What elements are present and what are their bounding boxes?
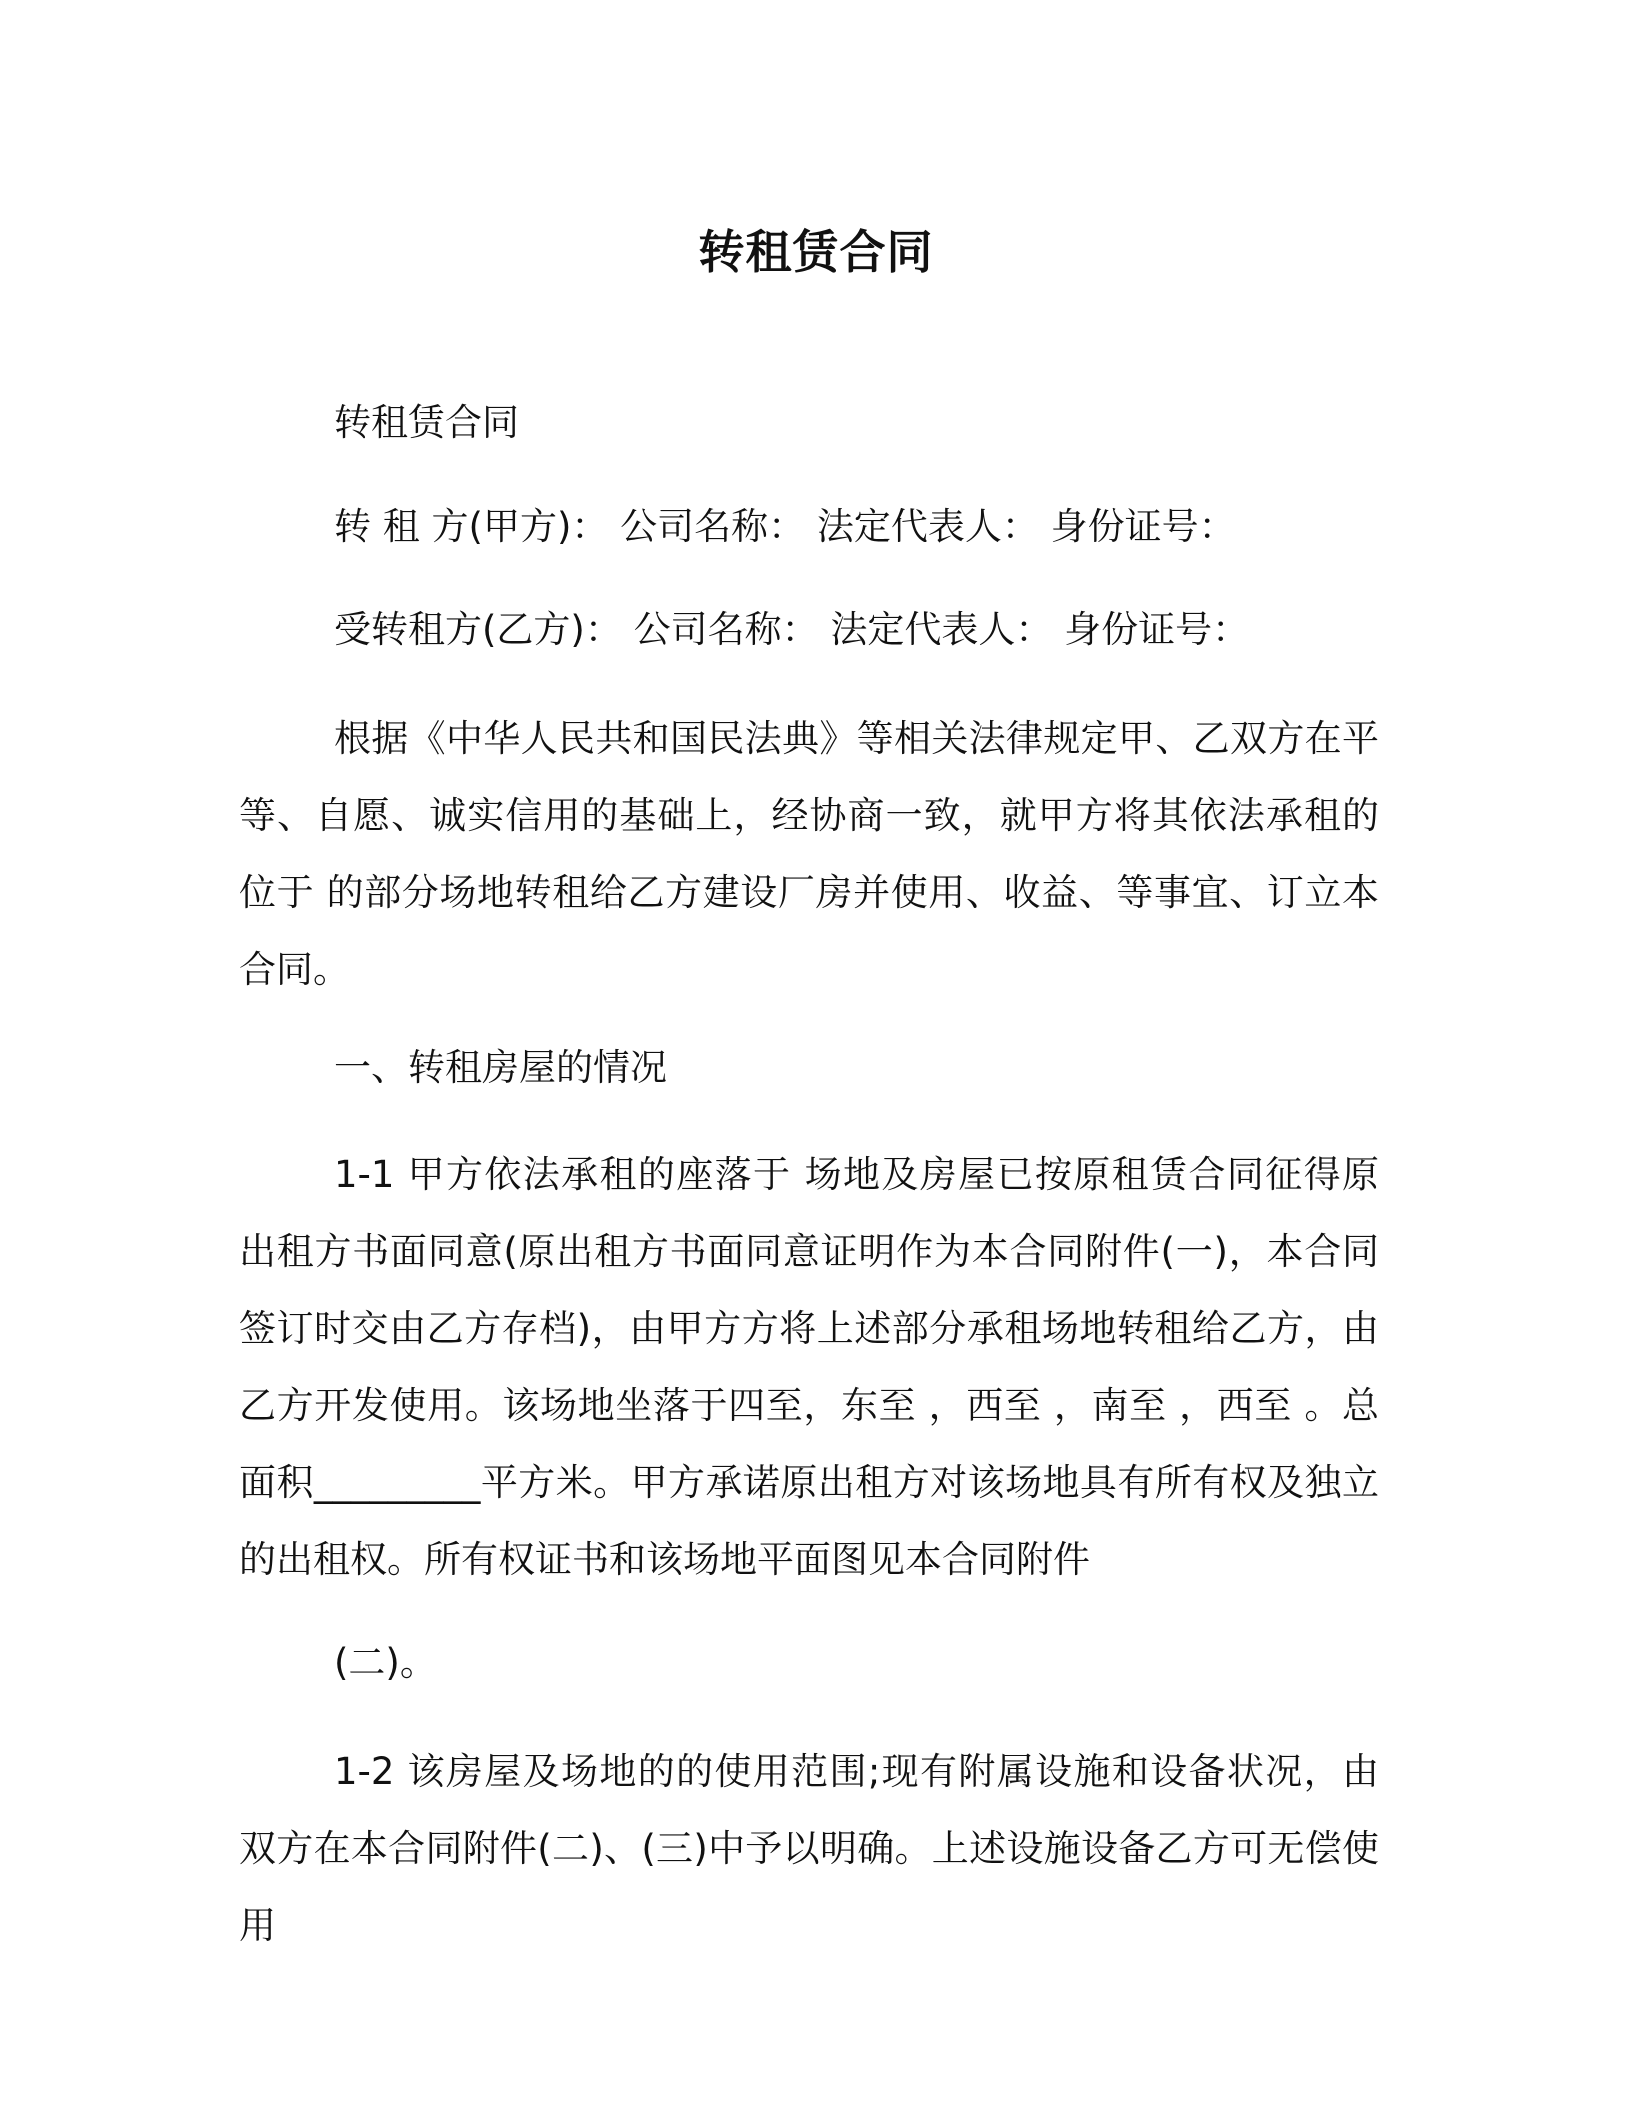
subtitle: 转租赁合同 xyxy=(334,401,519,444)
clause-1-1-continuation: (二)。 xyxy=(334,1641,437,1684)
clause-1-2: 1-2 该房屋及场地的的使用范围;现有附属设施和设备状况，由双方在本合同附件(二)、(三)中予以明确。上述设施设备乙方可无偿使用 xyxy=(239,1750,1379,1947)
clause-1-1: 1-1 甲方依法承租的座落于 场地及房屋已按原租赁合同征得原出租方书面同意(原出租方书面同意证明作为本合同附件(一)，本合同签订时交由乙方存档)，由甲方方将上述部分承租场地转租给乙方，由乙方开发使用。该场地坐落于四至，东至 ，西至 ，南至 ，西至 。总面积_________平方米。甲方承诺原出租方对该场地具有所有权及独立的出租权。所有权证书和该场地平面图见本合同附件 xyxy=(239,1153,1379,1581)
preamble-paragraph: 根据《中华人民共和国民法典》等相关法律规定甲、乙双方在平等、自愿、诚实信用的基础上，经协商一致，就甲方将其依法承租的位于 的部分场地转租给乙方建设厂房并使用、收益、等事宜、订立本合同。 xyxy=(239,717,1379,991)
section-heading: 一、转租房屋的情况 xyxy=(334,1046,667,1089)
party-a-line: 转 租 方(甲方)： 公司名称： 法定代表人： 身份证号： xyxy=(334,505,1236,548)
party-b-line: 受转租方(乙方)： 公司名称： 法定代表人： 身份证号： xyxy=(334,608,1250,651)
document-title: 转租赁合同 xyxy=(698,225,934,279)
